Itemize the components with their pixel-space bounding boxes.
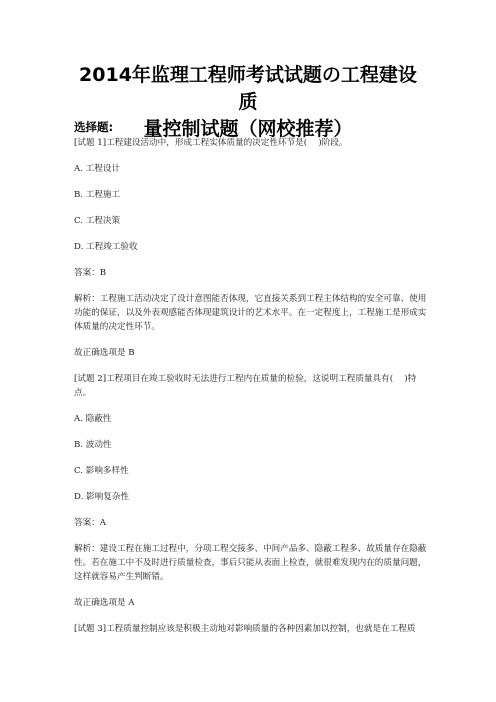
question-2-stem: [试题 2]工程项目在竣工验收时无法进行工程内在质量的检验，这说明工程质量具有( )特点。	[74, 374, 417, 398]
title-line-2: 量控制试题（网校推荐）	[143, 118, 353, 140]
question-2-answer: 答案：A	[74, 518, 106, 528]
question-1-analysis: 解析：工程施工活动决定了设计意图能否体现，它直接关系到工程主体结构的安全可靠、使用功能的保证，以及外表观感能否体现建筑设计的艺术水平。在一定程度上，工程施工是形成实体质量的决定性环节。	[74, 294, 427, 332]
question-1-option-b: B. 工程施工	[74, 190, 121, 200]
question-2-option-a: A. 隐蔽性	[74, 414, 112, 424]
question-2-option-b: B. 波动性	[74, 440, 112, 450]
question-1-conclusion: 故正确选项是 B	[74, 348, 135, 358]
question-1-option-a: A. 工程设计	[74, 164, 121, 174]
question-2-analysis: 解析：建设工程在施工过程中，分项工程交接多、中间产品多、隐蔽工程多、故质量存在隐蔽性。若在施工中不及时进行质量检查，事后只能从表面上检查，就很难发现内在的质量问题，这样就容易产生判断错。	[74, 544, 427, 582]
question-list	[74, 136, 430, 636]
title-line-1: 2014年监理工程师考试试题の工程建设质	[79, 64, 417, 113]
question-1-option-c: C. 工程决策	[74, 216, 121, 226]
question-3-stem: [试题 3]工程质量控制应该是积极主动地对影响质量的各种因素加以控制，也就是在工程质	[74, 624, 416, 634]
question-1-option-d: D. 工程竣工验收	[74, 242, 138, 252]
question-2-conclusion: 故正确选项是 A	[74, 598, 135, 608]
question-2-option-c: C. 影响多样性	[74, 466, 129, 476]
question-2-option-d: D. 影响复杂性	[74, 492, 130, 502]
question-1-stem: [试题 1]工程建设活动中，形成工程实体质量的决定性环节是( )阶段。	[74, 138, 348, 148]
document-title	[74, 62, 422, 143]
question-1-answer: 答案：B	[74, 268, 107, 278]
section-heading: 选择题:	[74, 120, 114, 134]
